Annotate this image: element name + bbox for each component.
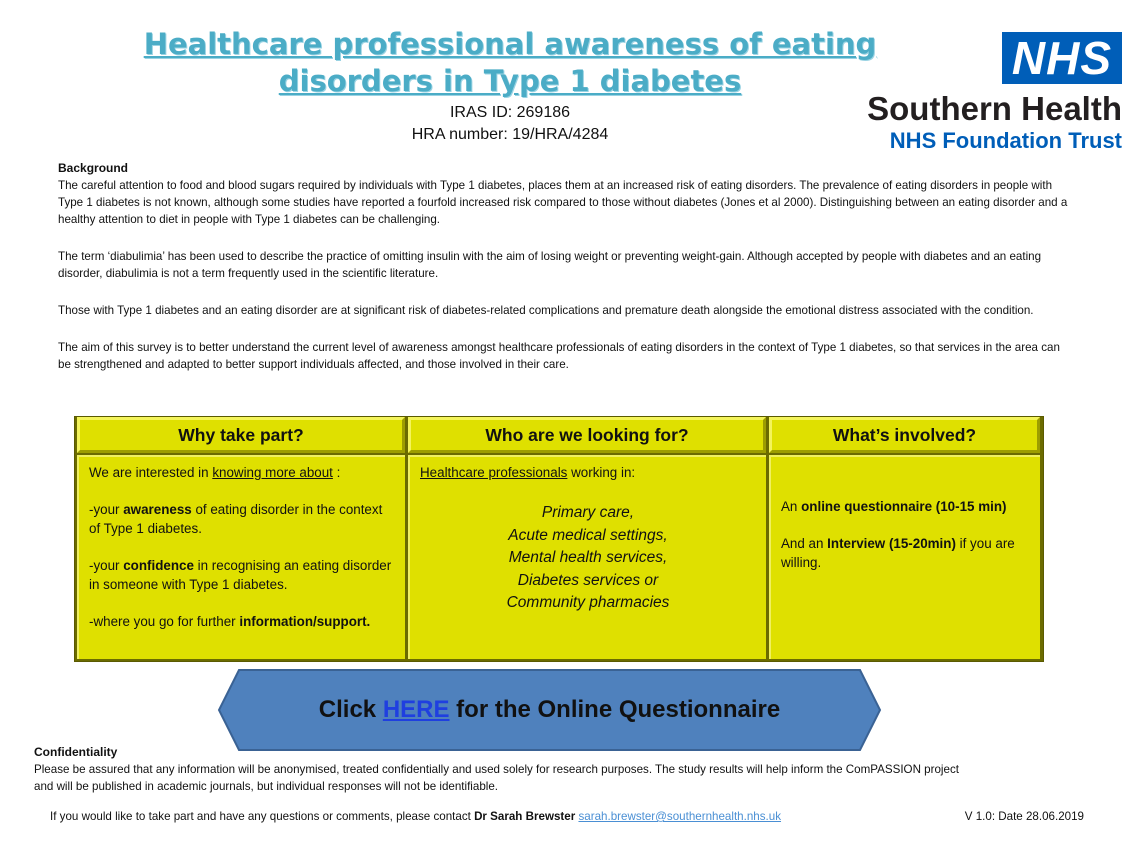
why-intro-prefix: We are interested in (89, 465, 213, 480)
why-item-bold: confidence (123, 558, 194, 573)
banner-label (217, 668, 882, 752)
involved-bold: Interview (15-20min) (827, 536, 956, 551)
nhs-logo (832, 32, 1122, 154)
iras-id: IRAS ID: 269186 (449, 104, 571, 121)
who-intro-underlined: Healthcare professionals (420, 465, 568, 480)
version-date: V 1.0: Date 28.06.2019 (964, 810, 1084, 823)
hra-number: HRA number: 19/HRA/4284 (411, 126, 609, 143)
nhs-logo-mark: NHS (1002, 32, 1122, 84)
questionnaire-link[interactable]: HERE (382, 696, 450, 723)
background-section (58, 160, 1068, 393)
setting-item: Acute medical settings, (508, 526, 668, 544)
why-item-prefix: -where you go for further (89, 614, 240, 629)
why-item-confidence (89, 556, 395, 594)
banner-suffix: for the Online Questionnaire (449, 696, 781, 723)
why-item-awareness (89, 500, 395, 538)
who-column (408, 417, 766, 661)
involved-questionnaire (781, 497, 1030, 516)
involved-prefix: And an (781, 536, 828, 551)
contact-line (50, 808, 781, 825)
why-header: Why take part? (77, 417, 405, 453)
confidentiality-section (34, 744, 974, 795)
why-item-text: of eating disorder in the context of Type 1 diabetes. (89, 502, 383, 536)
setting-item: Community pharmacies (506, 594, 670, 611)
diabulimia-paragraph: The term ‘diabulimia’ has been used to describe the practice of omitting insulin with the aim of losing weight or preventing weight-gain. Although accepted by people with diabetes and an eating disorder, diabulimia is not a term frequently used in the scientific literature. (58, 250, 1042, 280)
study-ids (310, 102, 710, 146)
why-intro (89, 463, 395, 482)
questionnaire-banner[interactable] (217, 668, 882, 752)
why-column (77, 417, 405, 661)
title-line-1: Healthcare professional awareness of eating (143, 27, 877, 61)
who-intro (420, 463, 756, 482)
background-paragraph: The careful attention to food and blood sugars required by individuals with Type 1 diabetes, places them at an increased risk of eating disorders. The prevalence of eating disorders in people with Type 1 diabetes is not known, although some studies have reported a fourfold increased risk compared to those without diabetes (Jones et al 2000). Distinguishing between an eating disorder and a healthy attention to diet in people with Type 1 diabetes can be challenging. (58, 179, 1068, 226)
involved-header: What’s involved? (769, 417, 1040, 453)
contact-name: Dr Sarah Brewster (474, 810, 576, 823)
why-item-prefix: -your (89, 502, 124, 517)
involved-prefix: An (781, 499, 802, 514)
why-cell (77, 455, 405, 659)
who-intro-suffix: working in: (567, 465, 636, 480)
why-item-prefix: -your (89, 558, 124, 573)
setting-item: Primary care, (541, 504, 635, 521)
involved-column (769, 417, 1040, 661)
settings-list (420, 502, 756, 615)
contact-email-link[interactable]: sarah.brewster@southernhealth.nhs.uk (578, 810, 782, 823)
involved-suffix: if you are willing. (781, 536, 1015, 570)
confidentiality-heading: Confidentiality (34, 745, 118, 759)
title-line-2: disorders in Type 1 diabetes (278, 64, 742, 98)
why-intro-underlined: knowing more about (212, 465, 333, 480)
involved-cell (769, 455, 1040, 659)
involved-interview (781, 534, 1030, 572)
info-table (74, 416, 1044, 662)
why-item-support (89, 612, 395, 631)
background-heading: Background (58, 161, 129, 175)
setting-item: Mental health services, (508, 549, 668, 566)
trust-name: Southern Health (867, 90, 1122, 127)
page-title (90, 26, 930, 100)
involved-bold: online questionnaire (10-15 min) (801, 499, 1007, 514)
contact-prefix: If you would like to take part and have any questions or comments, please contact (50, 810, 475, 823)
why-intro-suffix: : (332, 465, 341, 480)
who-cell (408, 455, 766, 659)
banner-prefix: Click (318, 696, 383, 723)
why-item-bold: information/support. (239, 614, 371, 629)
risk-paragraph: Those with Type 1 diabetes and an eating disorder are at significant risk of diabetes-related complications and premature death alongside the emotional distress associated with the condition. (58, 304, 1034, 317)
why-item-text: in recognising an eating disorder in someone with Type 1 diabetes. (89, 558, 392, 592)
confidentiality-text: Please be assured that any information will be anonymised, treated confidentially and used solely for research purposes. The study results will help inform the ComPASSION project and will be published in academic journals, but individual responses will not be identifiable. (34, 763, 959, 793)
aim-paragraph: The aim of this survey is to better understand the current level of awareness amongst healthcare professionals of eating disorders in the context of Type 1 diabetes, so that services in the area can be strengthened and adapted to better support individuals affected, and those involved in their care. (58, 341, 1060, 371)
trust-subtitle: NHS Foundation Trust (889, 128, 1122, 153)
why-item-bold: awareness (123, 502, 192, 517)
who-header: Who are we looking for? (408, 417, 766, 453)
setting-item: Diabetes services or (517, 571, 659, 589)
